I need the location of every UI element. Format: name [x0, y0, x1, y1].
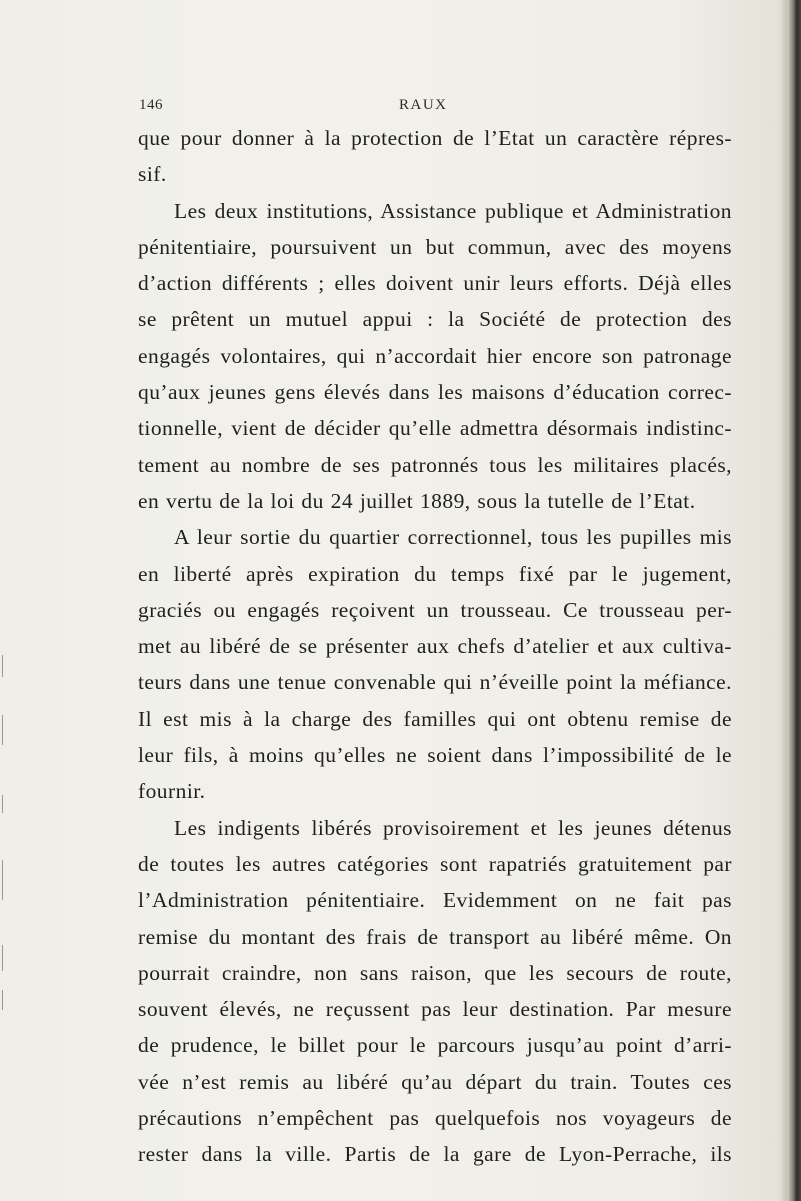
text-line: A leur sortie du quartier correctionnel, tous les pupilles mis — [174, 525, 732, 550]
text-line: vée n’est remis au libéré qu’au départ du train. Toutes ces — [138, 1069, 732, 1094]
text-line: Les indigents libérés provisoirement et les jeunes détenus — [174, 815, 732, 840]
text-line: que pour donner à la protection de l’Etat un caractère répres- — [138, 126, 732, 150]
text-line: fournir. — [138, 779, 206, 804]
text-line: de toutes les autres catégories sont rapatriés gratuitement par — [138, 851, 732, 876]
text-line: leur fils, à moins qu’elles ne soient dans l’impossibilité de le — [138, 743, 732, 768]
text-line: pourrait craindre, non sans raison, que les secours de route, — [138, 960, 732, 985]
text-line: Les deux institutions, Assistance publique et Administration — [174, 198, 732, 223]
text-line: tement au nombre de ses patronnés tous les militaires placés, — [138, 452, 732, 477]
text-line: engagés volontaires, qui n’accordait hier encore son patronage — [138, 343, 732, 368]
text-line: teurs dans une tenue convenable qui n’éveille point la méfiance. — [138, 670, 732, 695]
page-edge-marks — [2, 655, 5, 1015]
text-line: de prudence, le billet pour le parcours jusqu’au point d’arri- — [138, 1033, 732, 1058]
text-line: graciés ou engagés reçoivent un trousseau. Ce trousseau per- — [138, 597, 732, 622]
text-line: en vertu de la loi du 24 juillet 1889, sous la tutelle de l’Etat. — [138, 488, 696, 513]
text-line: pénitentiaire, poursuivent un but commun, avec des moyens — [138, 234, 732, 259]
text-line: rester dans la ville. Partis de la gare de Lyon-Perrache, ils — [138, 1142, 732, 1167]
text-line: en liberté après expiration du temps fixé par le jugement, — [138, 561, 732, 586]
text-line: sif. — [138, 162, 167, 187]
text-line: d’action différents ; elles doivent unir leurs efforts. Déjà elles — [138, 271, 732, 296]
text-line: remise du montant des frais de transport au libéré même. On — [138, 924, 732, 949]
body-text — [138, 120, 732, 1173]
running-title: RAUX — [399, 97, 448, 113]
text-line: qu’aux jeunes gens élevés dans les maisons d’éducation correc- — [138, 380, 732, 405]
text-line: se prêtent un mutuel appui : la Société de protection des — [138, 307, 732, 332]
page-number: 146 — [139, 97, 163, 113]
text-line: tionnelle, vient de décider qu’elle admettra désormais indistinc- — [138, 416, 732, 441]
text-line: l’Administration pénitentiaire. Evidemment on ne fait pas — [138, 888, 732, 913]
text-line: Il est mis à la charge des familles qui ont obtenu remise de — [138, 706, 732, 731]
book-binding-edge — [787, 0, 801, 1201]
text-line: souvent élevés, ne reçussent pas leur destination. Par mesure — [138, 997, 732, 1022]
text-line: met au libéré de se présenter aux chefs d’atelier et aux cultiva- — [138, 634, 732, 659]
text-line: précautions n’empêchent pas quelquefois nos voyageurs de — [138, 1106, 732, 1131]
running-head — [139, 97, 729, 119]
